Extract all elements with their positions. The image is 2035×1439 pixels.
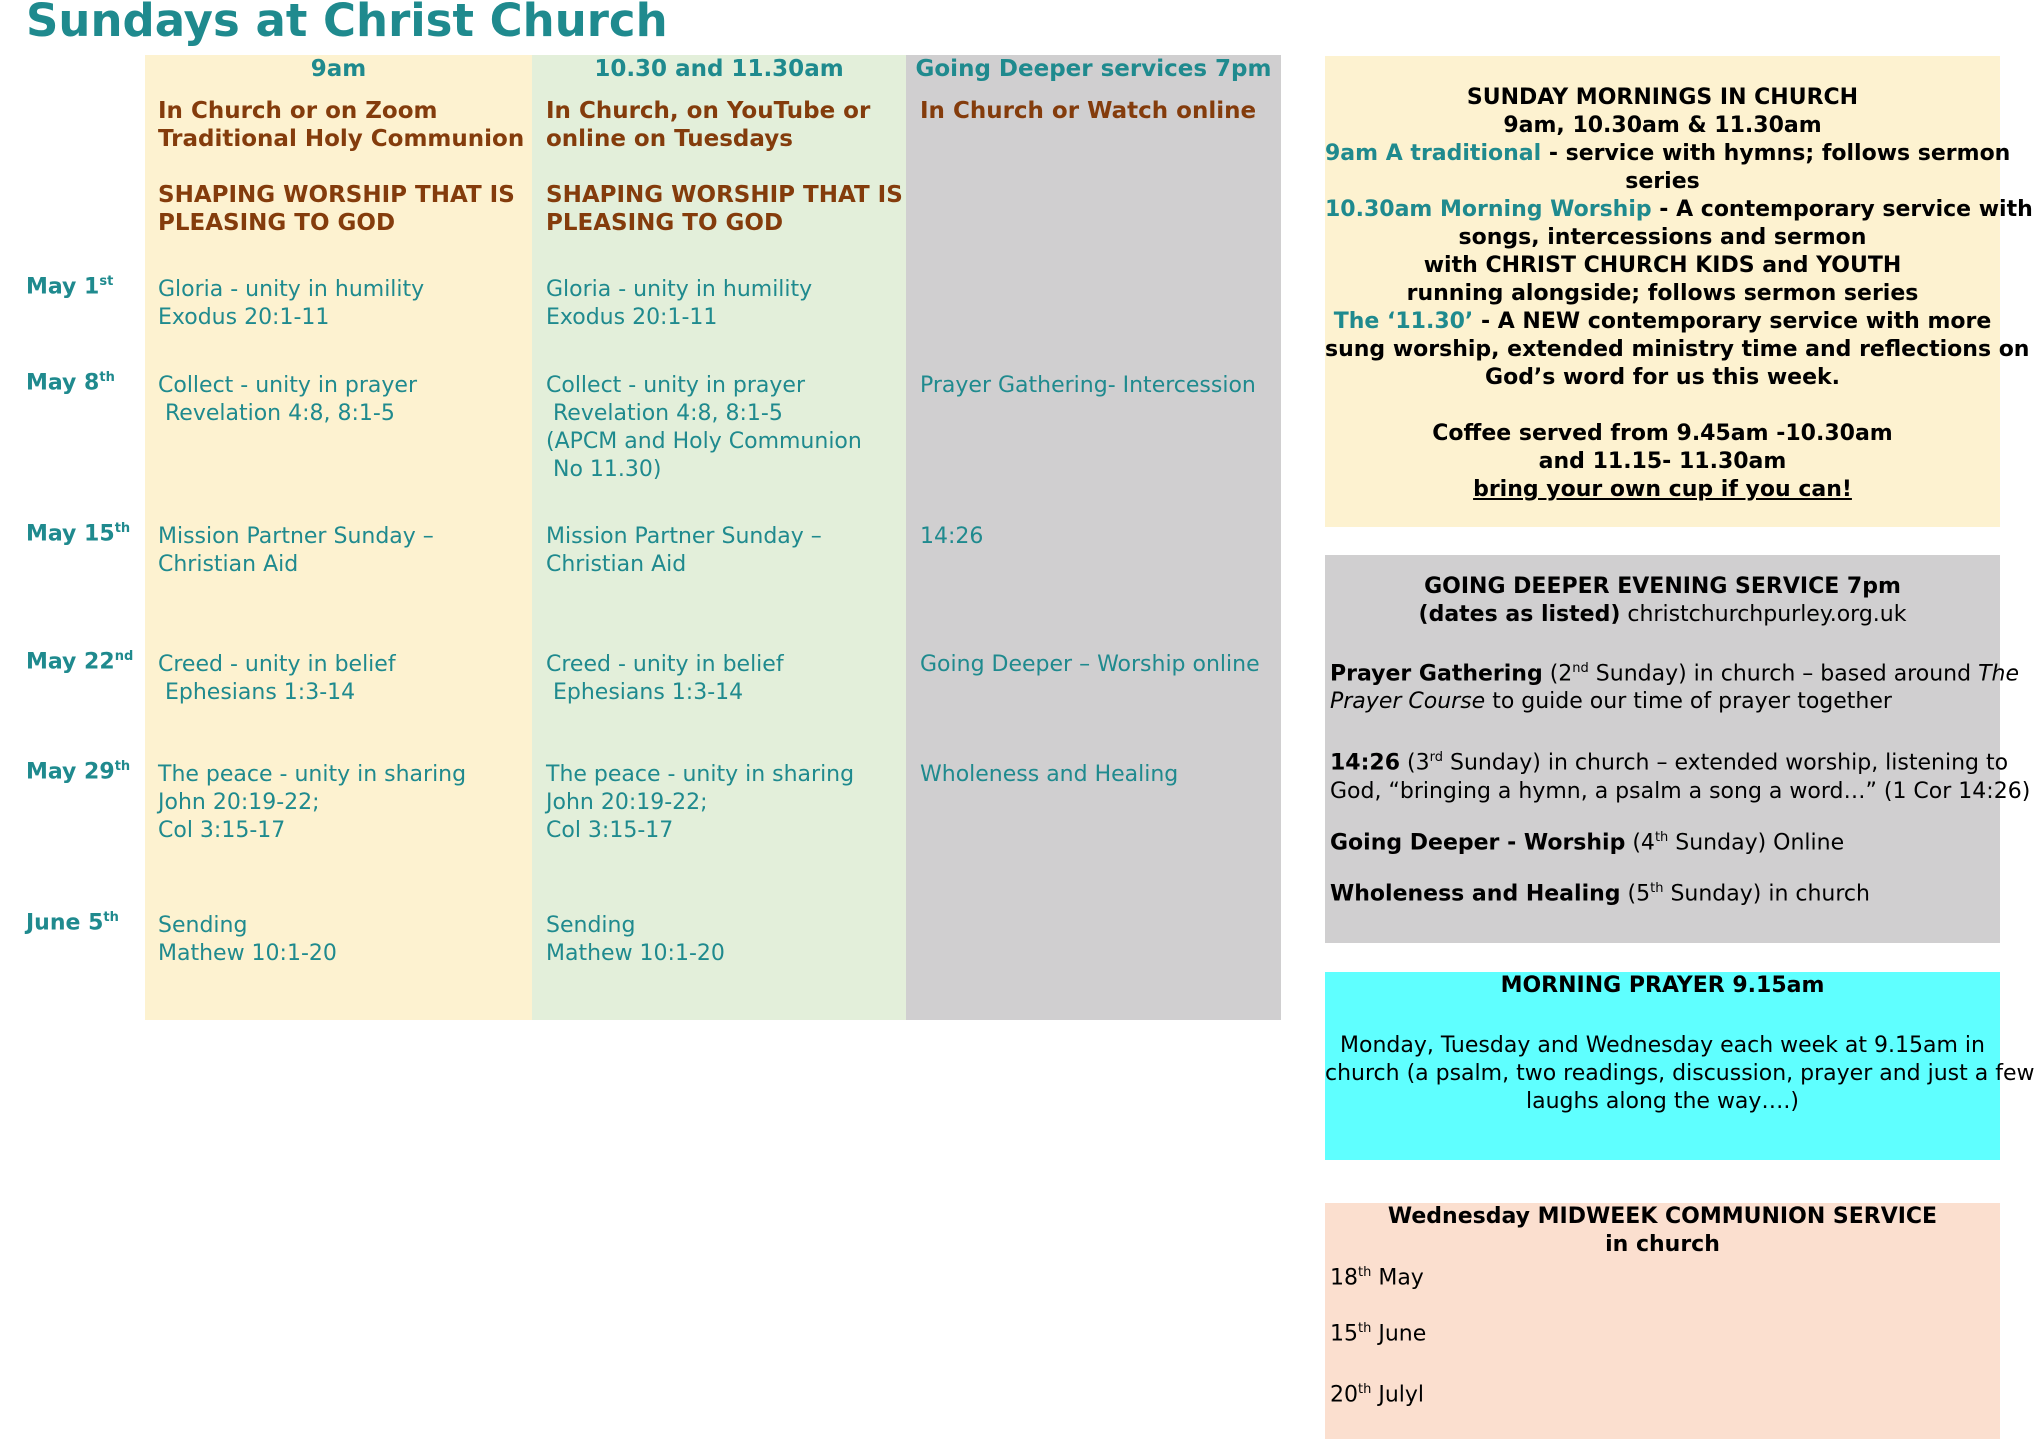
sunday-mornings-panel: [1325, 56, 2033, 527]
col2-theme1: SHAPING WORSHIP THAT IS: [546, 182, 903, 208]
coffee-line1: Coffee served from 9.45am -10.30am: [1432, 421, 1893, 446]
col3-entry-may15: 14:26: [920, 524, 984, 549]
service-1130-line3: God’s word for us this week.: [1485, 365, 1840, 390]
col2-entry-may22: Creed - unity in belief Ephesians 1:3-14: [546, 652, 784, 705]
date-may-1: May 1st: [26, 274, 114, 300]
going-deeper-worship-line: Going Deeper - Worship (4th Sunday) Online: [1330, 829, 1845, 855]
morning-prayer-line3: laughs along the way….): [1525, 1089, 1800, 1114]
fourteen-26-line2: God, “bringing a hymn, a psalm a song a word…” (1 Cor 14:26): [1330, 778, 2031, 804]
prayer-gathering-line1: Prayer Gathering (2nd Sunday) in church – based around The: [1330, 661, 2019, 687]
service-9am-line: 9am A traditional - service with hymns; follows sermon: [1325, 141, 2011, 166]
col2-entry-june5: Sending Mathew 10:1-20: [546, 913, 725, 966]
col2-entry-may15: Mission Partner Sunday – Christian Aid: [546, 524, 822, 577]
col2-theme2: PLEASING TO GOD: [546, 210, 784, 236]
col1-theme1: SHAPING WORSHIP THAT IS: [158, 182, 515, 208]
service-1030-line3: with CHRIST CHURCH KIDS and YOUTH: [1423, 253, 1902, 278]
morning-prayer-panel: [1325, 972, 2035, 1160]
col2-sub2: online on Tuesdays: [546, 126, 793, 152]
midweek-heading2: in church: [1605, 1232, 1720, 1257]
midweek-heading1: Wednesday MIDWEEK COMMUNION SERVICE: [1387, 1204, 1938, 1229]
col1-header: 9am: [310, 56, 367, 82]
prayer-gathering-line2: Prayer Course to guide our time of prayer together: [1330, 689, 1892, 715]
col1-entry-may1: Gloria - unity in humility Exodus 20:1-11: [158, 277, 425, 330]
col2-entry-may29: The peace - unity in sharing John 20:19-22; Col 3:15-17: [546, 762, 855, 843]
coffee-line2: and 11.15- 11.30am: [1538, 449, 1787, 474]
midweek-communion-panel: [1325, 1203, 2000, 1439]
date-may-15: May 15th: [26, 521, 131, 547]
col2-entry-may8: Collect - unity in prayer Revelation 4:8, 8:1-5 (APCM and Holy Communion No 11.30): [546, 373, 862, 482]
morning-prayer-line2: church (a psalm, two readings, discussion, prayer and just a few: [1325, 1061, 2035, 1086]
col3-header: Going Deeper services 7pm: [915, 56, 1272, 82]
service-1130-line2: sung worship, extended ministry time and reflections on: [1325, 337, 2030, 362]
midweek-date-1: 18th May: [1330, 1265, 1424, 1291]
service-9am-line2: series: [1625, 169, 1700, 194]
col3-entry-may22: Going Deeper – Worship online: [920, 652, 1260, 677]
sunday-mornings-heading: SUNDAY MORNINGS IN CHURCH: [1466, 85, 1859, 110]
midweek-date-3: 20th Julyl: [1330, 1382, 1425, 1408]
date-may-8: May 8th: [26, 370, 115, 396]
morning-prayer-heading: MORNING PRAYER 9.15am: [1500, 973, 1825, 998]
col3-entry-may29: Wholeness and Healing: [920, 762, 1179, 787]
col2-entry-may1: Gloria - unity in humility Exodus 20:1-11: [546, 277, 813, 330]
service-1030-line2: songs, intercessions and sermon: [1458, 225, 1867, 250]
col3-sub1: In Church or Watch online: [920, 98, 1257, 124]
morning-prayer-line1: Monday, Tuesday and Wednesday each week at 9.15am in: [1340, 1033, 1985, 1058]
col2-header: 10.30 and 11.30am: [594, 56, 844, 82]
col1-entry-june5: Sending Mathew 10:1-20: [158, 913, 337, 966]
col1-theme2: PLEASING TO GOD: [158, 210, 396, 236]
service-1130-line: The ‘11.30’ - A NEW contemporary service with more: [1333, 309, 1992, 334]
col1-entry-may15: Mission Partner Sunday – Christian Aid: [158, 524, 434, 577]
col1-entry-may22: Creed - unity in belief Ephesians 1:3-14: [158, 652, 396, 705]
col1-sub1: In Church or on Zoom: [158, 98, 438, 124]
col1-entry-may29: The peace - unity in sharing John 20:19-22; Col 3:15-17: [158, 762, 467, 843]
fourteen-26-line1: 14:26 (3rd Sunday) in church – extended worship, listening to: [1330, 750, 2009, 776]
wholeness-healing-line: Wholeness and Healing (5th Sunday) in church: [1330, 880, 1870, 907]
date-may-22: May 22nd: [26, 649, 134, 675]
coffee-line3: bring your own cup if you can!: [1473, 477, 1852, 502]
going-deeper-sub: (dates as listed) christchurchpurley.org.uk: [1418, 602, 1907, 627]
going-deeper-heading: GOING DEEPER EVENING SERVICE 7pm: [1424, 574, 1901, 599]
col2-sub1: In Church, on YouTube or: [546, 98, 871, 124]
date-june-5: June 5th: [26, 910, 119, 936]
service-1030-line: 10.30am Morning Worship - A contemporary service with: [1325, 197, 2033, 222]
midweek-date-2: 15th June: [1330, 1321, 1427, 1347]
col1-entry-may8: Collect - unity in prayer Revelation 4:8, 8:1-5: [158, 373, 418, 426]
page-title: Sundays at Christ Church: [26, 0, 668, 47]
col1-sub2: Traditional Holy Communion: [158, 126, 525, 152]
service-1030-line4: running alongside; follows sermon series: [1406, 281, 1919, 306]
date-may-29: May 29th: [26, 759, 131, 785]
col3-entry-may8: Prayer Gathering- Intercession: [920, 373, 1256, 398]
sunday-mornings-times: 9am, 10.30am & 11.30am: [1503, 113, 1822, 138]
going-deeper-panel: [1325, 555, 2031, 943]
